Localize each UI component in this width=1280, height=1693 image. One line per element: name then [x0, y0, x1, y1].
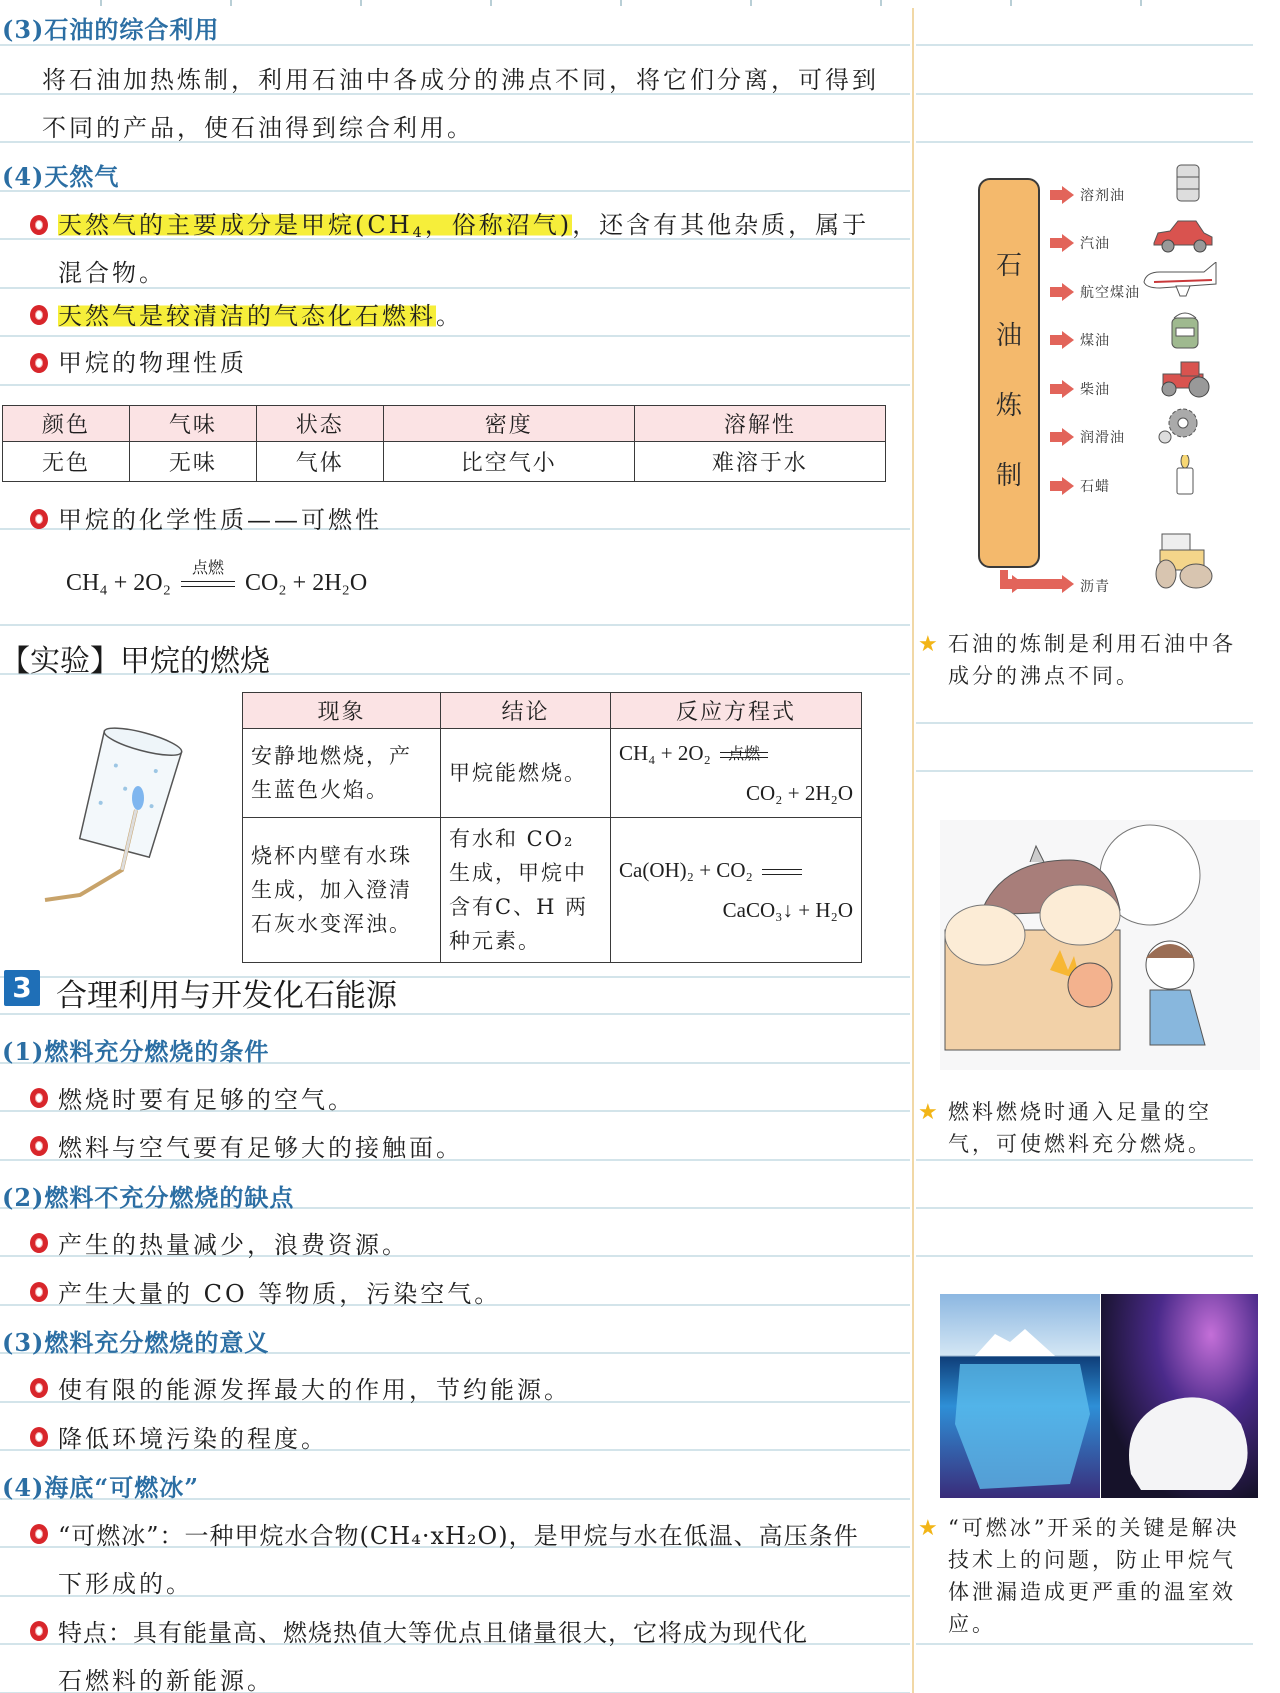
combustible-ice-bullet2-line2: 石燃料的新能源。	[58, 1667, 274, 1693]
bullet-icon	[30, 1136, 48, 1156]
margin-line	[912, 8, 914, 1693]
drawback-bullet: 产生大量的 CO 等物质，污染空气。	[58, 1280, 502, 1308]
bullet-icon	[30, 1427, 48, 1447]
heading-full-combustion-significance: (3)燃料充分燃烧的意义	[2, 1328, 270, 1357]
equation-products: CO₂ + 2H₂O	[244, 570, 368, 596]
phenomenon-cell: 安静地燃烧，产生蓝色火焰。	[243, 729, 441, 818]
conclusion-cell: 甲烷能燃烧。	[441, 729, 611, 818]
equation-line1	[619, 733, 853, 773]
product-label: 润滑油	[1080, 430, 1125, 446]
table-row	[243, 729, 862, 818]
bullet-icon	[30, 1088, 48, 1108]
star-icon: ★	[918, 1100, 938, 1125]
combustible-ice-bullet2-line1: 特点：具有能量高、燃烧热值大等优点且储量很大，它将成为现代化	[58, 1619, 808, 1647]
tractor-icon	[1155, 358, 1215, 398]
significance-bullet: 降低环境污染的程度。	[58, 1425, 328, 1453]
asphalt-arrow-shaft	[1008, 579, 1064, 589]
condition-text: 点燃	[191, 558, 224, 578]
table-cell: 无色	[3, 442, 130, 482]
rule-line	[916, 44, 1253, 46]
note-combustible-ice: “可燃冰”开采的关键是解决技术上的问题，防止甲烷气体泄漏造成更严重的温室效应。	[948, 1516, 1240, 1636]
table-cell: 比空气小	[383, 442, 634, 482]
bullet-icon	[30, 1621, 48, 1641]
star-icon: ★	[918, 1516, 938, 1541]
table-header-row	[243, 693, 862, 729]
rule-line	[0, 335, 910, 337]
tick	[100, 0, 102, 6]
natural-gas-bullet1-line2: 混合物。	[58, 259, 166, 287]
tick	[490, 0, 492, 6]
rule-line	[916, 1643, 1253, 1645]
note-sufficient-air: 燃料燃烧时通入足量的空气，可使燃料充分燃烧。	[948, 1100, 1212, 1156]
equation-right: CO₂ + 2H₂O	[746, 781, 853, 805]
experiment-title: 【实验】甲烷的燃烧	[0, 644, 270, 679]
beaker-flame-illustration	[30, 720, 220, 910]
bullet-icon	[30, 509, 48, 529]
condition-bullet: 燃烧时要有足够的空气。	[58, 1086, 355, 1114]
condition-bullet: 燃料与空气要有足够大的接触面。	[58, 1134, 463, 1162]
bullet-icon	[30, 1233, 48, 1253]
petroleum-paragraph-line1: 将石油加热炼制，利用石油中各成分的沸点不同，将它们分离，可得到	[42, 66, 879, 94]
combustible-ice-bullet1-line1: “可燃冰”：一种甲烷水合物(CH₄·xH₂O)，是甲烷与水在低温、高压条件	[58, 1522, 859, 1550]
airplane-icon	[1140, 262, 1220, 302]
highlight-text-post: ，俗称沼气)	[424, 211, 573, 239]
highlight-clean-fuel: 天然气是较清洁的气态化石燃料	[58, 302, 436, 330]
combustible-ice-bullet1-line2: 下形成的。	[58, 1570, 193, 1598]
arrow-right-icon	[1050, 234, 1076, 252]
bar-label-char: 炼	[996, 391, 1023, 421]
natural-gas-bullet2	[58, 296, 463, 331]
table-header-cell: 结论	[441, 693, 611, 729]
equation-cell	[611, 729, 862, 818]
natural-gas-bullet1	[58, 205, 869, 241]
tick	[1010, 0, 1012, 6]
methane-chemical-properties-label: 甲烷的化学性质——可燃性	[58, 506, 382, 534]
asphalt-arrow-head	[1062, 575, 1074, 593]
refining-bar	[978, 178, 1040, 568]
bullet2-end: 。	[436, 302, 463, 330]
arrow-right-icon	[1050, 331, 1076, 349]
table-cell: 难溶于水	[634, 442, 885, 482]
rule-line	[0, 190, 910, 192]
equation-left: CH₄ + 2O₂	[619, 741, 711, 765]
rule-line	[916, 1255, 1253, 1257]
bullet-icon	[30, 215, 48, 235]
table-cell: 气体	[256, 442, 383, 482]
rule-line	[0, 624, 910, 626]
bullet-icon	[30, 1524, 48, 1544]
heading-incomplete-combustion-drawbacks: (2)燃料不充分燃烧的缺点	[2, 1183, 295, 1212]
petroleum-paragraph-line2: 不同的产品，使石油得到综合利用。	[42, 114, 474, 142]
bullet-icon	[30, 1378, 48, 1398]
rule-line	[916, 770, 1253, 772]
gear-icon	[1155, 405, 1205, 445]
double-line-icon	[762, 869, 802, 875]
physical-properties-table	[2, 405, 886, 482]
table-header-cell: 状态	[256, 406, 383, 442]
equation-left: Ca(OH)₂ + CO₂	[619, 858, 753, 882]
road-roller-icon	[1150, 530, 1216, 590]
star-icon: ★	[918, 632, 938, 657]
car-icon	[1150, 215, 1216, 255]
bullet-icon	[30, 353, 48, 373]
product-label: 汽油	[1080, 236, 1110, 252]
heading-full-combustion-conditions: (1)燃料充分燃烧的条件	[2, 1037, 270, 1066]
phenomenon-cell: 烧杯内壁有水珠生成，加入澄清石灰水变浑浊。	[243, 818, 441, 963]
table-header-cell: 密度	[383, 406, 634, 442]
tick	[750, 0, 752, 6]
lantern-icon	[1160, 310, 1210, 350]
table-header-cell: 气味	[129, 406, 256, 442]
conclusion-cell: 有水和 CO₂ 生成，甲烷中含有C、H 两种元素。	[441, 818, 611, 963]
bar-label-char: 石	[996, 251, 1023, 281]
arrow-right-icon	[1050, 428, 1076, 446]
product-label: 沥青	[1080, 579, 1110, 595]
stove-fire-illustration	[940, 820, 1260, 1070]
significance-bullet: 使有限的能源发挥最大的作用，节约能源。	[58, 1376, 571, 1404]
methane-combustion-equation	[66, 558, 368, 597]
arrow-right-icon	[1050, 380, 1076, 398]
bullet-icon	[30, 305, 48, 325]
rule-line	[916, 93, 1253, 95]
burning-ice-shape	[1101, 1294, 1258, 1498]
product-label: 航空煤油	[1080, 285, 1140, 301]
rule-line	[0, 384, 910, 386]
table-header-cell: 颜色	[3, 406, 130, 442]
equation-reactants: CH₄ + 2O₂	[66, 570, 171, 596]
product-label: 溶剂油	[1080, 188, 1125, 204]
rule-line	[916, 141, 1253, 143]
equation-cell	[611, 818, 862, 963]
bar-label-char: 制	[996, 461, 1023, 491]
table-row	[243, 818, 862, 963]
note-refining: 石油的炼制是利用石油中各成分的沸点不同。	[948, 632, 1236, 688]
section-number-badge: 3	[4, 970, 40, 1006]
rule-line	[916, 1207, 1253, 1209]
bullet-icon	[30, 1282, 48, 1302]
product-label: 石蜡	[1080, 479, 1110, 495]
tick	[620, 0, 622, 6]
tick	[880, 0, 882, 6]
equation-line1	[619, 850, 853, 890]
arrow-right-icon	[1050, 283, 1076, 301]
highlight-text-pre: 天然气的主要成分是甲烷(CH	[58, 211, 413, 239]
arrow-right-icon	[1050, 477, 1076, 495]
drawback-bullet: 产生的热量减少，浪费资源。	[58, 1231, 409, 1259]
heading-combustible-ice: (4)海底“可燃冰”	[2, 1473, 200, 1502]
reaction-condition	[762, 869, 802, 875]
methane-physical-properties-label: 甲烷的物理性质	[58, 349, 247, 377]
highlight-main-component	[58, 211, 572, 239]
arrow-right-icon	[1050, 186, 1076, 204]
product-label: 柴油	[1080, 382, 1110, 398]
bar-label-char: 油	[996, 321, 1023, 351]
section3-title: 合理利用与开发化石能源	[56, 978, 397, 1014]
table-header-cell: 现象	[243, 693, 441, 729]
heading-natural-gas: (4)天然气	[2, 162, 120, 191]
rule-line	[916, 722, 1253, 724]
tick	[360, 0, 362, 6]
tick	[230, 0, 232, 6]
tick	[1140, 0, 1142, 6]
reaction-condition	[181, 558, 235, 587]
subscript: 4	[412, 225, 425, 241]
table-header-cell: 反应方程式	[611, 693, 862, 729]
condition-text: 点燃	[728, 744, 761, 764]
table-cell: 无味	[129, 442, 256, 482]
product-label: 煤油	[1080, 333, 1110, 349]
candle-icon	[1160, 455, 1210, 495]
table-header-row	[3, 406, 886, 442]
oil-barrel-icon	[1162, 163, 1212, 203]
table-row	[3, 442, 886, 482]
iceberg-shape	[940, 1294, 1100, 1498]
double-line-icon	[181, 581, 235, 587]
reaction-condition	[720, 744, 768, 764]
equation-right: CaCO₃↓ + H₂O	[722, 898, 853, 922]
bullet1-rest: ，还含有其他杂质，属于	[572, 211, 870, 239]
experiment-table	[242, 692, 862, 963]
heading-petroleum-use: (3)石油的综合利用	[2, 15, 220, 44]
table-header-cell: 溶解性	[634, 406, 885, 442]
